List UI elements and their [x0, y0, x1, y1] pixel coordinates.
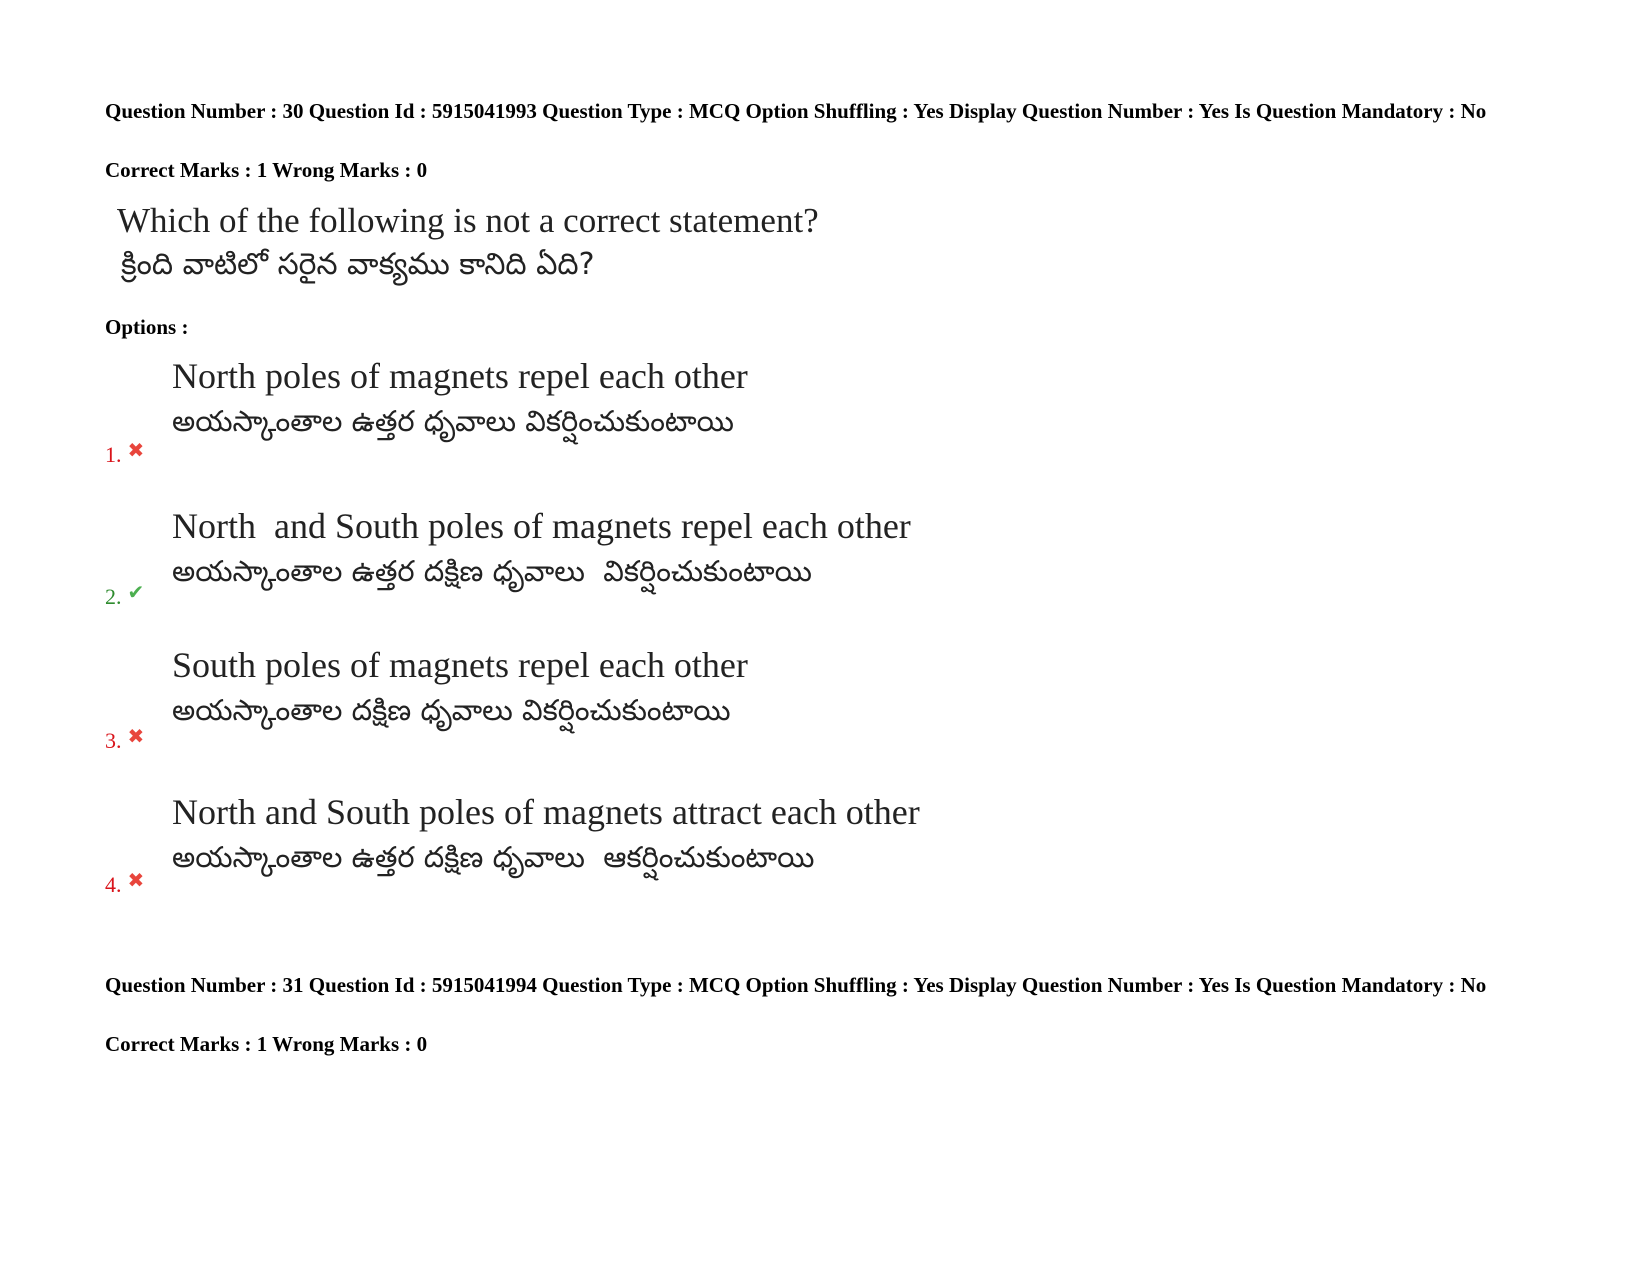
option-1-number [105, 442, 144, 468]
check-icon: ✔ [127, 582, 145, 604]
option-2-text-english: North and South poles of magnets repel each other [172, 506, 911, 546]
option-4-number-label: 4. [105, 872, 122, 897]
option-3-text-telugu: అయస్కాంతాల దక్షిణ ధృవాలు వికర్షించుకుంటాయి [172, 693, 731, 727]
question-30-marks: Correct Marks : 1 Wrong Marks : 0 [105, 158, 428, 182]
option-1-text-english: North poles of magnets repel each other [172, 356, 748, 396]
cross-icon: ✖ [127, 440, 145, 462]
question-31-meta: Question Number : 31 Question Id : 5915041994 Question Type : MCQ Option Shuffling : Yes Display Question Number : Yes Is Question Mandatory : No [105, 973, 1487, 997]
option-3-number-label: 3. [105, 728, 122, 753]
option-2-number-label: 2. [105, 584, 122, 609]
option-2-number [105, 584, 144, 610]
options-label: Options : [105, 315, 189, 339]
question-text-telugu: క్రింది వాటిలో సరైన వాక్యము కానిది ఏది? [121, 247, 595, 282]
option-1-number-label: 1. [105, 442, 122, 467]
option-4-text-english: North and South poles of magnets attract each other [172, 792, 920, 832]
question-31-marks: Correct Marks : 1 Wrong Marks : 0 [105, 1032, 428, 1056]
option-3-text-english: South poles of magnets repel each other [172, 645, 748, 685]
option-4-text-telugu: అయస్కాంతాల ఉత్తర దక్షిణ ధృవాలు ఆకర్షించుకుంటాయి [172, 840, 815, 874]
cross-icon: ✖ [127, 726, 145, 748]
option-4-number [105, 872, 144, 898]
option-2-text-telugu: అయస్కాంతాల ఉత్తర దక్షిణ ధృవాలు వికర్షించుకుంటాయి [172, 554, 812, 588]
option-1-text-telugu: అయస్కాంతాల ఉత్తర ధృవాలు వికర్షించుకుంటాయి [172, 404, 734, 438]
question-text-english: Which of the following is not a correct statement? [117, 201, 819, 240]
cross-icon: ✖ [127, 870, 145, 892]
option-3-number [105, 728, 144, 754]
question-30-meta: Question Number : 30 Question Id : 5915041993 Question Type : MCQ Option Shuffling : Yes Display Question Number : Yes Is Question Mandatory : No [105, 99, 1487, 123]
